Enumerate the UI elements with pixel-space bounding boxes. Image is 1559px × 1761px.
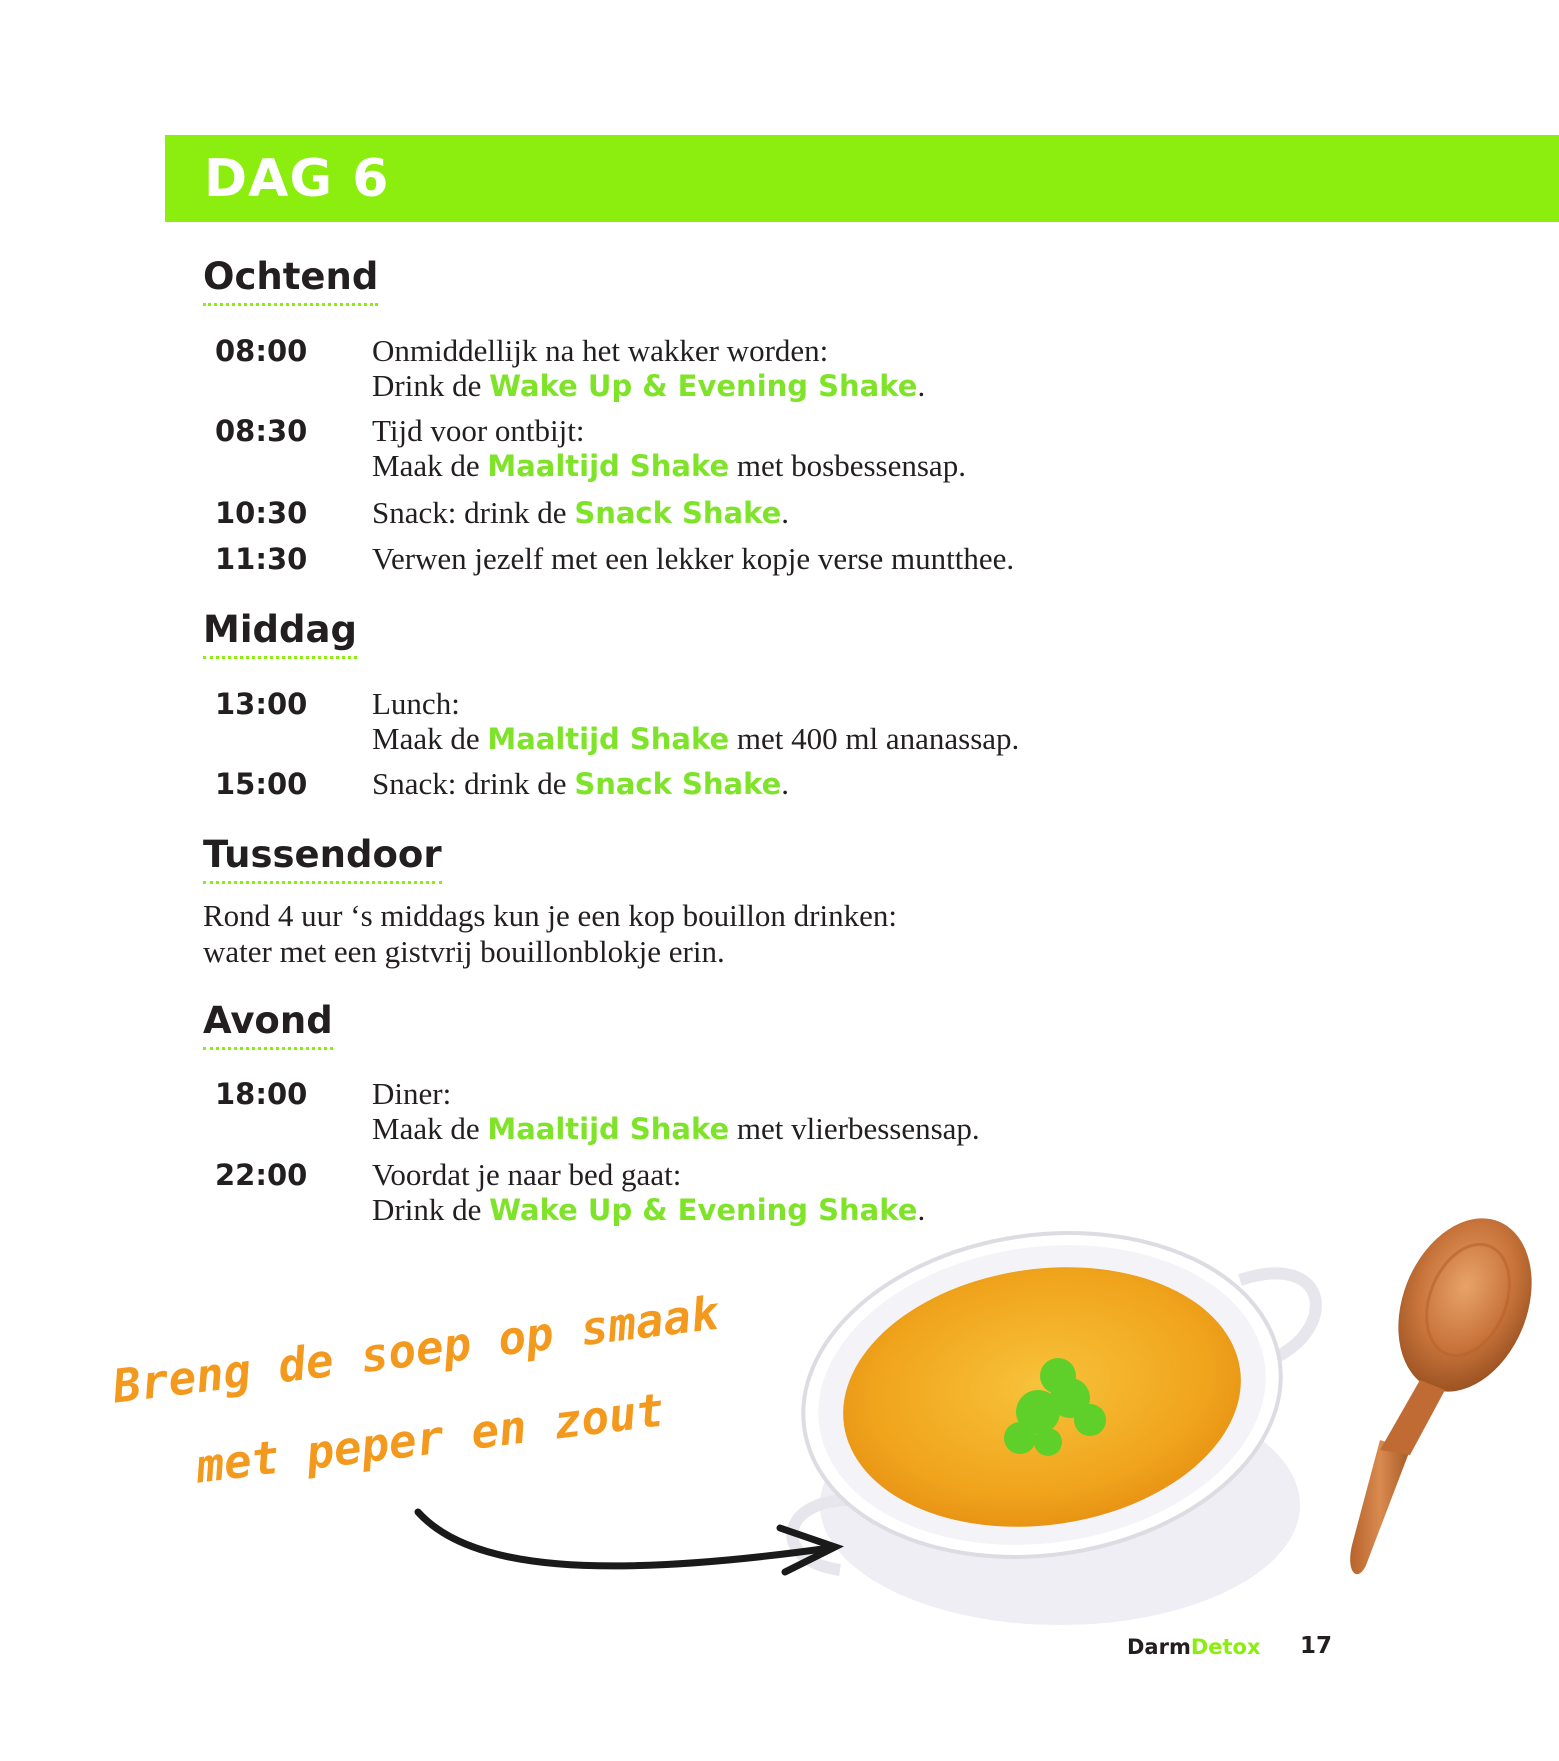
time-2200: 22:00 [215,1158,308,1192]
shake-link: Snack Shake [574,496,782,530]
shake-link: Maaltijd Shake [487,722,730,756]
entry-1500: Snack: drink de Snack Shake. [372,766,790,801]
time-1500: 15:00 [215,767,308,801]
arrow-icon [418,1512,835,1572]
heading-tussendoor: Tussendoor [203,833,442,884]
tussendoor-text: Rond 4 uur ‘s middags kun je een kop bouillon drinken: water met een gistvrij bouillonblokje erin. [203,898,897,969]
handwritten-note-line2: met peper en zout [193,1382,667,1494]
time-1030: 10:30 [215,496,308,530]
time-1800: 18:00 [215,1077,308,1111]
shake-link: Snack Shake [574,767,782,801]
wooden-spoon-illustration [1350,1198,1556,1574]
shake-link: Maaltijd Shake [487,449,730,483]
entry-0830: Tijd voor ontbijt: Maak de Maaltijd Shake met bosbessensap. [372,413,966,483]
entry-1300: Lunch: Maak de Maaltijd Shake met 400 ml ananassap. [372,686,1020,756]
page-number: 17 [1300,1633,1333,1659]
shake-link: Wake Up & Evening Shake [489,369,918,403]
handwritten-note-line1: Breng de soep op smaak [110,1285,722,1414]
entry-1800: Diner: Maak de Maaltijd Shake met vlierbessensap. [372,1076,980,1146]
heading-middag: Middag [203,608,357,659]
shake-link: Wake Up & Evening Shake [489,1193,918,1227]
footer-brand: DarmDetox [1127,1635,1261,1659]
heading-ochtend: Ochtend [203,255,378,306]
time-0830: 08:30 [215,414,308,448]
time-1300: 13:00 [215,687,308,721]
entry-1130: Verwen jezelf met een lekker kopje verse muntthee. [372,541,1015,576]
entry-0800: Onmiddellijk na het wakker worden: Drink de Wake Up & Evening Shake. [372,333,926,403]
heading-avond: Avond [203,999,333,1050]
time-1130: 11:30 [215,542,308,576]
entry-2200: Voordat je naar bed gaat: Drink de Wake Up & Evening Shake. [372,1157,926,1227]
time-0800: 08:00 [215,334,308,368]
day-title: DAG 6 [204,149,390,209]
entry-1030: Snack: drink de Snack Shake. [372,495,790,530]
shake-link: Maaltijd Shake [487,1112,730,1146]
